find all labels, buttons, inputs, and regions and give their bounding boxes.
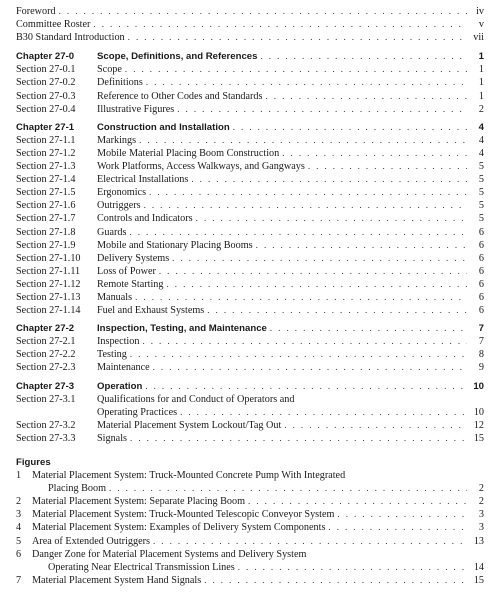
section-number: Section 27-1.14	[16, 305, 81, 317]
figure-number: 4	[16, 522, 22, 534]
leader-dots	[172, 252, 467, 265]
toc-entry-page: vii	[473, 32, 484, 44]
figure-number: 6	[16, 548, 22, 560]
figure-entry[interactable]	[16, 508, 484, 521]
figure-page: 13	[473, 535, 484, 547]
leader-dots	[142, 335, 467, 348]
figure-entry-continuation[interactable]	[16, 561, 484, 574]
figure-entry[interactable]	[16, 535, 484, 548]
section-page: 10	[473, 406, 484, 418]
figure-title-continued: Operating Near Electrical Transmission Lines	[48, 561, 235, 573]
section-number: Section 27-2.3	[16, 362, 76, 374]
figure-entry[interactable]	[16, 495, 484, 508]
figure-number: 7	[16, 574, 22, 586]
section-number: Section 27-2.1	[16, 336, 76, 348]
section-entry[interactable]	[16, 278, 484, 291]
section-page: 7	[478, 336, 484, 348]
section-title: Reference to Other Codes and Standards	[97, 90, 263, 102]
section-page: 4	[478, 134, 484, 146]
section-entry[interactable]	[16, 291, 484, 304]
chapter-title: Construction and Installation	[97, 121, 230, 133]
section-entry-continuation[interactable]	[16, 406, 484, 419]
leader-dots	[129, 226, 467, 239]
section-entry[interactable]	[16, 147, 484, 160]
section-title: Illustrative Figures	[97, 103, 175, 115]
figure-entry-continuation[interactable]	[16, 482, 484, 495]
section-title: Mobile and Stationary Placing Booms	[97, 239, 253, 251]
leader-dots	[59, 5, 467, 18]
leader-dots	[282, 147, 467, 160]
section-page: 6	[478, 226, 484, 238]
toc-entry-page: iv	[476, 6, 484, 17]
chapter-title: Inspection, Testing, and Maintenance	[97, 323, 267, 335]
section-page: 15	[473, 432, 484, 444]
chapter-27-2	[16, 322, 484, 374]
leader-dots	[139, 134, 467, 147]
section-title: Mobile Material Placing Boom Construction	[97, 147, 280, 159]
section-number: Section 27-2.2	[16, 349, 76, 361]
section-page: 6	[478, 252, 484, 264]
leader-dots	[270, 322, 467, 335]
section-title: Outriggers	[97, 200, 141, 212]
section-title: Ergonomics	[97, 187, 147, 199]
section-title: Testing	[97, 349, 127, 361]
leader-dots	[144, 199, 467, 212]
section-page: 1	[478, 90, 484, 102]
section-entry[interactable]	[16, 90, 484, 103]
section-page: 6	[478, 265, 484, 277]
section-entry[interactable]	[16, 252, 484, 265]
leader-dots	[266, 90, 468, 103]
chapter-number: Chapter 27-0	[16, 51, 75, 63]
chapter-heading[interactable]	[16, 50, 484, 63]
front-matter	[16, 5, 484, 44]
section-page: 6	[478, 305, 484, 317]
section-number: Section 27-1.1	[16, 134, 76, 146]
section-entry[interactable]	[16, 361, 484, 374]
section-page: 6	[478, 291, 484, 303]
leader-dots	[145, 380, 467, 393]
section-entry[interactable]	[16, 348, 484, 361]
figure-title-continued: Placing Boom	[48, 483, 107, 495]
section-number: Section 27-3.3	[16, 432, 76, 444]
leader-dots	[180, 406, 467, 419]
figure-page: 14	[473, 561, 484, 573]
figure-page: 2	[478, 496, 484, 508]
section-number: Section 27-0.4	[16, 103, 76, 115]
section-page: 9	[478, 362, 484, 374]
leader-dots	[125, 63, 467, 76]
toc-entry-title: B30 Standard Introduction	[16, 32, 125, 44]
section-page: 5	[478, 200, 484, 212]
section-title: Inspection	[97, 336, 140, 348]
chapter-title: Scope, Definitions, and References	[97, 51, 258, 63]
chapter-27-3	[16, 380, 484, 445]
section-title: Work Platforms, Access Walkways, and Gangways	[97, 161, 305, 173]
leader-dots	[337, 508, 467, 521]
leader-dots	[153, 361, 467, 374]
chapter-number: Chapter 27-3	[16, 380, 75, 392]
section-entry[interactable]	[16, 173, 484, 186]
section-title: Delivery Systems	[97, 252, 170, 264]
leader-dots	[128, 31, 467, 44]
section-title: Guards	[97, 226, 127, 238]
chapter-heading[interactable]	[16, 121, 484, 134]
leader-dots	[207, 304, 467, 317]
section-number: Section 27-1.3	[16, 161, 76, 173]
figure-entry[interactable]	[16, 548, 484, 561]
toc-entry-committee-roster[interactable]	[16, 18, 484, 31]
section-entry[interactable]	[16, 432, 484, 445]
figure-page: 3	[478, 522, 484, 534]
section-entry[interactable]	[16, 393, 484, 406]
figure-title: Danger Zone for Material Placement Systems and Delivery System	[32, 548, 307, 560]
leader-dots	[109, 482, 467, 495]
leader-dots	[177, 103, 467, 116]
chapter-page: 1	[478, 51, 484, 63]
section-title: Controls and Indicators	[97, 213, 193, 225]
section-entry[interactable]	[16, 186, 484, 199]
figure-title: Material Placement System: Truck-Mounted Telescopic Conveyor System	[32, 509, 335, 521]
chapter-heading[interactable]	[16, 380, 484, 393]
toc-entry-title: Committee Roster	[16, 19, 91, 31]
section-number: Section 27-1.8	[16, 226, 76, 238]
section-title: Signals	[97, 432, 128, 444]
leader-dots	[308, 160, 467, 173]
leader-dots	[130, 432, 467, 445]
section-entry[interactable]	[16, 103, 484, 116]
section-entry[interactable]	[16, 199, 484, 212]
section-page: 5	[478, 174, 484, 186]
section-number: Section 27-1.6	[16, 200, 76, 212]
section-number: Section 27-1.13	[16, 291, 81, 303]
figure-entry[interactable]	[16, 469, 484, 482]
figure-title: Material Placement System Hand Signals	[32, 574, 202, 586]
section-number: Section 27-1.4	[16, 174, 76, 186]
leader-dots	[256, 239, 467, 252]
section-entry[interactable]	[16, 212, 484, 225]
section-title: Electrical Installations	[97, 174, 189, 186]
figure-title: Material Placement System: Examples of Delivery System Components	[32, 522, 326, 534]
leader-dots	[238, 561, 467, 574]
figure-number: 1	[16, 470, 22, 482]
section-entry[interactable]	[16, 134, 484, 147]
leader-dots	[130, 348, 467, 361]
section-page: 5	[478, 161, 484, 173]
figure-number: 5	[16, 535, 22, 547]
leader-dots	[260, 50, 467, 63]
section-entry[interactable]	[16, 335, 484, 348]
section-entry[interactable]	[16, 63, 484, 76]
toc-entry-page: v	[478, 19, 484, 31]
toc-entry-title: Foreword	[16, 6, 56, 17]
figure-title: Area of Extended Outriggers	[32, 535, 150, 547]
leader-dots	[146, 76, 467, 89]
chapter-title: Operation	[97, 380, 143, 392]
leader-dots	[328, 521, 467, 534]
figure-title: Material Placement System: Truck-Mounted Concrete Pump With Integrated	[32, 470, 346, 482]
section-page: 1	[478, 64, 484, 76]
figures-list	[16, 456, 484, 587]
section-page: 6	[478, 239, 484, 251]
section-number: Section 27-3.2	[16, 419, 76, 431]
figures-heading: Figures	[16, 457, 51, 468]
section-title: Loss of Power	[97, 265, 156, 277]
section-number: Section 27-1.5	[16, 187, 76, 199]
figure-number: 3	[16, 509, 22, 521]
leader-dots	[93, 18, 467, 31]
section-page: 5	[478, 187, 484, 199]
figure-page: 3	[478, 509, 484, 521]
toc-entry-foreword[interactable]	[16, 5, 484, 18]
figure-entry[interactable]	[16, 521, 484, 534]
section-number: Section 27-3.1	[16, 393, 76, 405]
chapter-page: 10	[473, 380, 484, 392]
section-number: Section 27-0.1	[16, 64, 76, 76]
section-entry[interactable]	[16, 304, 484, 317]
section-entry[interactable]	[16, 160, 484, 173]
section-title: Maintenance	[97, 362, 150, 374]
leader-dots	[248, 495, 467, 508]
section-entry[interactable]	[16, 226, 484, 239]
figure-entry[interactable]	[16, 574, 484, 587]
section-page: 2	[478, 103, 484, 115]
leader-dots	[149, 186, 467, 199]
toc-entry-b30-introduction[interactable]	[16, 31, 484, 44]
section-title: Definitions	[97, 77, 143, 89]
section-title: Remote Starting	[97, 278, 164, 290]
section-title: Material Placement System Lockout/Tag Out	[97, 419, 282, 431]
leader-dots	[135, 291, 467, 304]
section-number: Section 27-1.12	[16, 278, 81, 290]
section-number: Section 27-0.3	[16, 90, 76, 102]
section-entry[interactable]	[16, 239, 484, 252]
leader-dots	[233, 121, 467, 134]
section-page: 5	[478, 213, 484, 225]
section-entry[interactable]	[16, 419, 484, 432]
chapter-page: 4	[478, 121, 484, 133]
section-number: Section 27-1.9	[16, 239, 76, 251]
leader-dots	[284, 419, 467, 432]
section-entry[interactable]	[16, 265, 484, 278]
section-page: 1	[478, 77, 484, 89]
chapter-27-0	[16, 50, 484, 115]
section-page: 8	[478, 349, 484, 361]
section-entry[interactable]	[16, 76, 484, 89]
leader-dots	[167, 278, 468, 291]
chapter-heading[interactable]	[16, 322, 484, 335]
section-number: Section 27-0.2	[16, 77, 76, 89]
section-page: 12	[473, 419, 484, 431]
figure-page: 2	[478, 483, 484, 495]
leader-dots	[153, 535, 467, 548]
section-number: Section 27-1.11	[16, 265, 81, 277]
leader-dots	[196, 212, 467, 225]
leader-dots	[191, 173, 467, 186]
leader-dots	[159, 265, 467, 278]
figure-number: 2	[16, 496, 22, 508]
section-title: Scope	[97, 64, 122, 76]
section-number: Section 27-1.10	[16, 252, 81, 264]
section-page: 4	[478, 147, 484, 159]
section-number: Section 27-1.2	[16, 147, 76, 159]
chapter-number: Chapter 27-1	[16, 121, 75, 133]
section-title: Fuel and Exhaust Systems	[97, 305, 205, 317]
section-title: Manuals	[97, 291, 133, 303]
figure-page: 15	[473, 574, 484, 586]
chapter-page: 7	[478, 323, 484, 335]
chapter-number: Chapter 27-2	[16, 323, 75, 335]
chapter-27-1	[16, 121, 484, 317]
section-title: Markings	[97, 134, 137, 146]
section-title: Qualifications for and Conduct of Operators and	[97, 393, 295, 405]
section-number: Section 27-1.7	[16, 213, 76, 225]
leader-dots	[204, 574, 467, 587]
section-page: 6	[478, 278, 484, 290]
section-title-continued: Operating Practices	[97, 406, 178, 418]
figure-title: Material Placement System: Separate Placing Boom	[32, 496, 246, 508]
